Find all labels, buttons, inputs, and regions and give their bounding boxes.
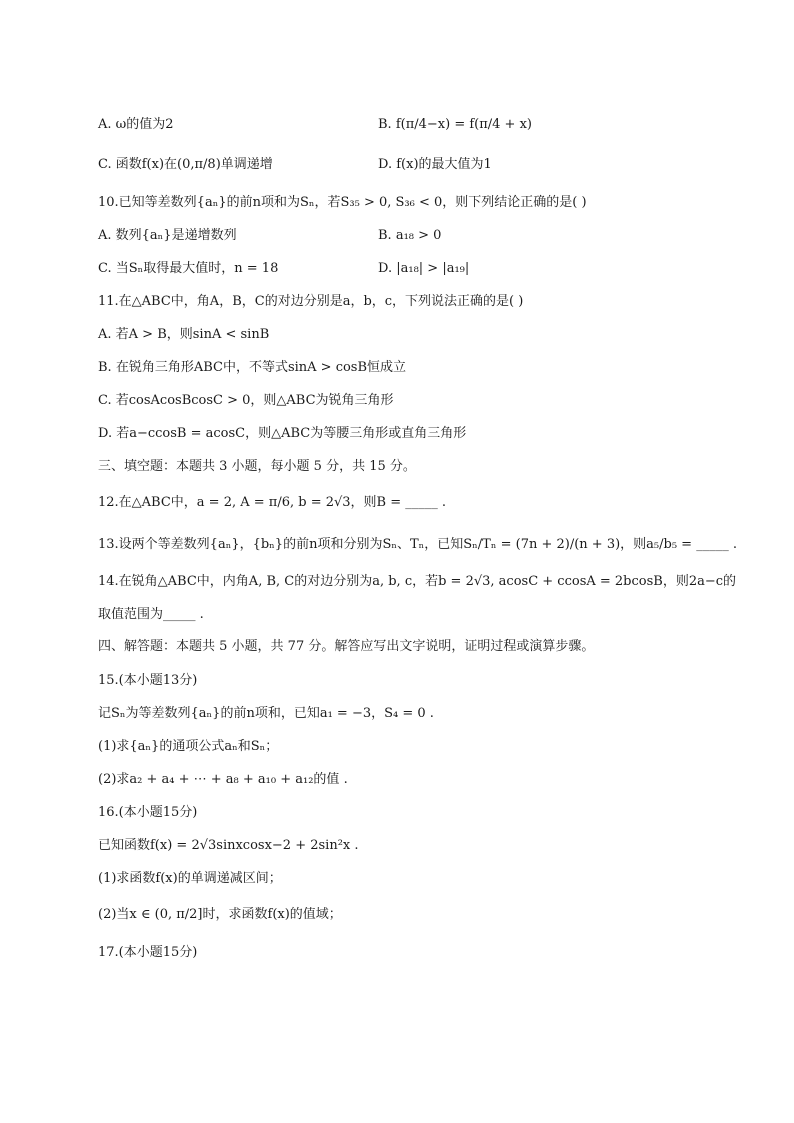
q15-part-2: (2)求a₂ + a₄ + ⋯ + a₈ + a₁₀ + a₁₂的值 . — [98, 772, 348, 787]
q9-option-d: D. f(x)的最大值为1 — [378, 157, 492, 172]
q11-option-c: C. 若cosAcosBcosC > 0，则△ABC为锐角三角形 — [98, 393, 394, 408]
q11-stem: 11.在△ABC中，角A，B，C的对边分别是a，b，c，下列说法正确的是( ) — [98, 294, 524, 309]
q11-option-b: B. 在锐角三角形ABC中，不等式sinA > cosB恒成立 — [98, 360, 407, 375]
q11-option-d: D. 若a−ccosB = acosC，则△ABC为等腰三角形或直角三角形 — [98, 426, 467, 441]
q10-stem: 10.已知等差数列{aₙ}的前n项和为Sₙ，若S₃₅ > 0, S₃₆ < 0，则下列结论正确的是( ) — [98, 195, 587, 210]
q16-part-1: (1)求函数f(x)的单调递减区间； — [98, 871, 282, 886]
q10-option-a: A. 数列{aₙ}是递增数列 — [98, 228, 237, 243]
q16-stem: 已知函数f(x) = 2√3sinxcosx−2 + 2sin²x . — [98, 838, 359, 853]
q10-option-c: C. 当Sₙ取得最大值时，n = 18 — [98, 261, 279, 276]
section-4-heading: 四、解答题：本题共 5 小题，共 77 分。解答应写出文字说明，证明过程或演算步骤。 — [98, 639, 595, 654]
q14-line-2: 取值范围为_____ . — [98, 607, 204, 622]
q16-header: 16.(本小题15分) — [98, 805, 198, 820]
q17-header: 17.(本小题15分) — [98, 945, 198, 960]
q15-header: 15.(本小题13分) — [98, 673, 198, 688]
q14-line-1: 14.在锐角△ABC中，内角A, B, C的对边分别为a, b, c，若b = 2√3, acosC + ccosA = 2bcosB，则2a−c的 — [98, 574, 737, 589]
q10-option-b: B. a₁₈ > 0 — [378, 228, 442, 243]
q10-option-d: D. |a₁₈| > |a₁₉| — [378, 261, 470, 276]
q13: 13.设两个等差数列{aₙ}，{bₙ}的前n项和分别为Sₙ、Tₙ，已知Sₙ/Tₙ = (7n + 2)/(n + 3)，则a₅/b₅ = _____ . — [98, 537, 737, 552]
q11-option-a: A. 若A > B，则sinA < sinB — [98, 327, 270, 342]
q15-part-1: (1)求{aₙ}的通项公式aₙ和Sₙ； — [98, 739, 279, 754]
q16-part-2: (2)当x ∈ (0, π/2]时，求函数f(x)的值域； — [98, 907, 342, 922]
q9-option-a: A. ω的值为2 — [98, 117, 174, 132]
q9-option-c: C. 函数f(x)在(0,π/8)单调递增 — [98, 157, 273, 172]
q12: 12.在△ABC中，a = 2, A = π/6, b = 2√3，则B = _____ . — [98, 495, 447, 510]
section-3-heading: 三、填空题：本题共 3 小题，每小题 5 分，共 15 分。 — [98, 459, 416, 474]
q15-stem: 记Sₙ为等差数列{aₙ}的前n项和，已知a₁ = −3，S₄ = 0 . — [98, 706, 434, 721]
q9-option-b: B. f(π/4−x) = f(π/4 + x) — [378, 117, 532, 132]
